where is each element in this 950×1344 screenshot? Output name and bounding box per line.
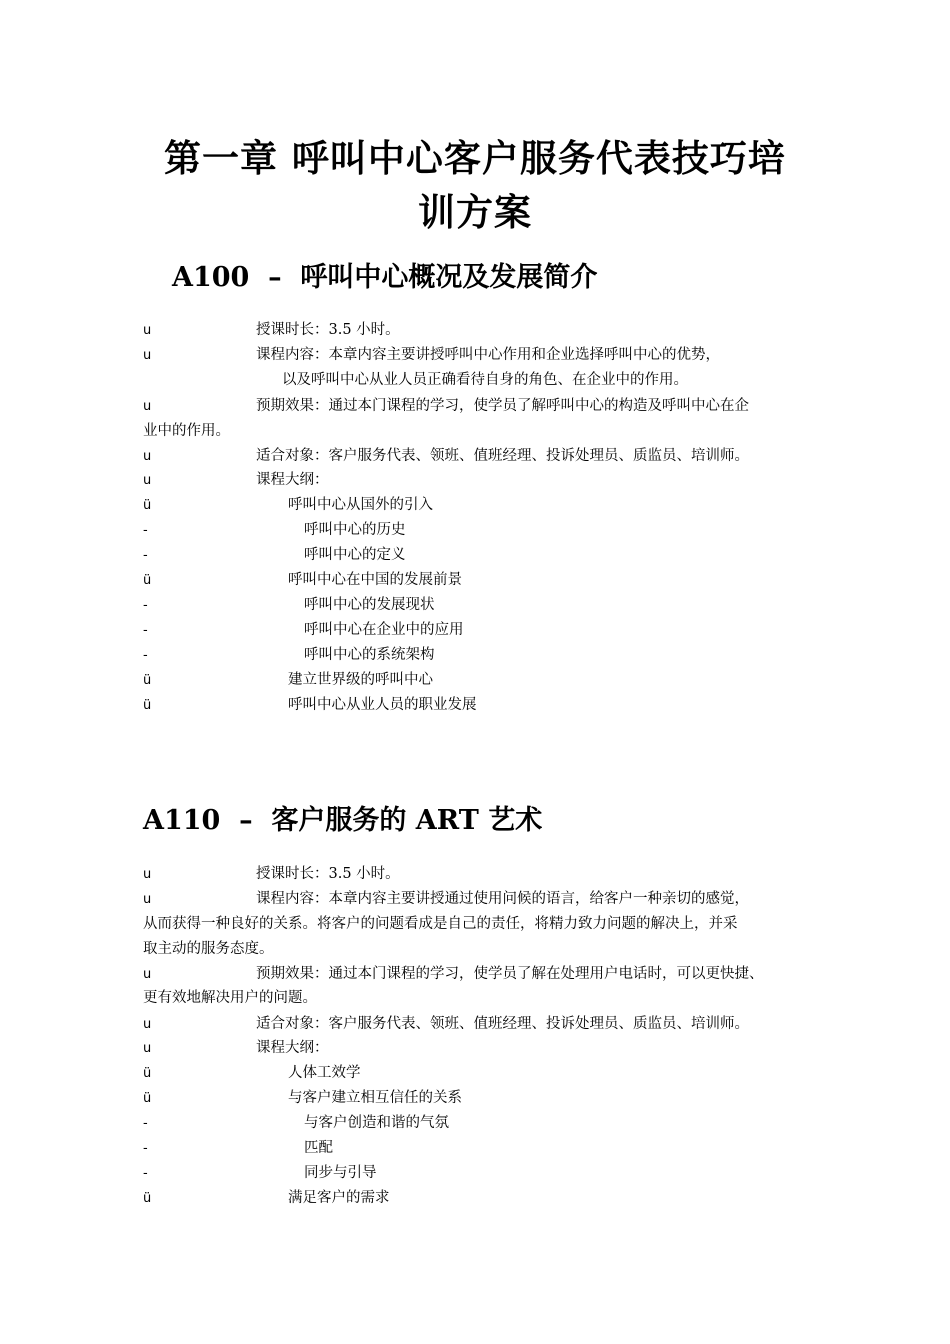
bullet-marker: ü [143, 1066, 152, 1081]
list-item [0, 343, 950, 368]
outline-subitem-text: 同步与引导 [304, 1165, 377, 1181]
bullet-marker: - [143, 598, 148, 613]
list-item-text: 适合对象：客户服务代表、领班、值班经理、投诉处理员、质监员、培训师。 [256, 1016, 749, 1032]
section-heading-a100: A100 – 呼叫中心概况及发展简介 [172, 262, 598, 293]
bullet-marker: - [143, 623, 148, 638]
bullet-marker: ü [143, 673, 152, 688]
bullet-marker: - [143, 548, 148, 563]
list-item [0, 1012, 950, 1037]
bullet-marker: u [143, 449, 152, 464]
outline-item [0, 693, 950, 718]
list-item-continuation [0, 937, 950, 962]
outline-subitem [0, 1161, 950, 1186]
list-item [0, 962, 950, 987]
outline-subitem-text: 匹配 [304, 1140, 333, 1156]
outline-subitem-text: 呼叫中心的系统架构 [304, 647, 435, 663]
outline-subitem [0, 518, 950, 543]
outline-subitem-text: 呼叫中心的定义 [304, 547, 406, 563]
list-item [0, 887, 950, 912]
chapter-title-line2: 训方案 [418, 190, 532, 234]
list-item-text: 课程内容：本章内容主要讲授呼叫中心作用和企业选择呼叫中心的优势， [256, 347, 720, 363]
outline-item [0, 668, 950, 693]
list-item-continuation [0, 368, 950, 393]
bullet-marker: ü [143, 1191, 152, 1206]
bullet-marker: u [143, 399, 152, 414]
outline-item [0, 1086, 950, 1111]
outline-item-text: 呼叫中心在中国的发展前景 [288, 572, 462, 588]
outline-item [0, 1186, 950, 1211]
bullet-marker: - [143, 1166, 148, 1181]
list-item-text: 授课时长：3.5 小时。 [256, 866, 400, 882]
outline-item-text: 人体工效学 [288, 1065, 361, 1081]
list-item [0, 394, 950, 419]
list-item-text: 课程大纲： [256, 472, 329, 488]
list-item [0, 444, 950, 469]
list-item-continuation [0, 912, 950, 937]
bullet-marker: - [143, 1141, 148, 1156]
outline-subitem-text: 呼叫中心的发展现状 [304, 597, 435, 613]
bullet-marker: u [143, 967, 152, 982]
outline-item [0, 1061, 950, 1086]
outline-subitem [0, 1136, 950, 1161]
outline-subitem [0, 618, 950, 643]
list-item [0, 468, 950, 493]
list-item [0, 318, 950, 343]
bullet-marker: u [143, 348, 152, 363]
bullet-marker: u [143, 1041, 152, 1056]
list-item-text: 从而获得一种良好的关系。将客户的问题看成是自己的责任，将精力致力问题的解决上，并采 [143, 916, 738, 932]
bullet-marker: u [143, 473, 152, 488]
list-item-text: 适合对象：客户服务代表、领班、值班经理、投诉处理员、质监员、培训师。 [256, 448, 749, 464]
list-item-text: 预期效果：通过本门课程的学习，使学员了解在处理用户电话时，可以更快捷、 [256, 966, 764, 982]
outline-item-text: 建立世界级的呼叫中心 [288, 672, 433, 688]
list-item-continuation [0, 986, 950, 1011]
outline-subitem [0, 593, 950, 618]
outline-subitem-text: 呼叫中心的历史 [304, 522, 406, 538]
outline-item [0, 493, 950, 518]
chapter-title-line1: 第一章 呼叫中心客户服务代表技巧培 [164, 136, 786, 180]
bullet-marker: ü [143, 1091, 152, 1106]
list-item-text: 授课时长：3.5 小时。 [256, 322, 400, 338]
bullet-marker: u [143, 892, 152, 907]
bullet-marker: ü [143, 498, 152, 513]
bullet-marker: - [143, 648, 148, 663]
outline-subitem [0, 1111, 950, 1136]
list-item-text: 业中的作用。 [143, 423, 230, 439]
list-item-text: 以及呼叫中心从业人员正确看待自身的角色、在企业中的作用。 [282, 372, 688, 388]
list-item-text: 课程内容：本章内容主要讲授通过使用问候的语言，给客户一种亲切的感觉， [256, 891, 749, 907]
list-item-text: 课程大纲： [256, 1040, 329, 1056]
list-item-continuation [0, 419, 950, 444]
outline-item-text: 呼叫中心从国外的引入 [288, 497, 433, 513]
bullet-marker: - [143, 1116, 148, 1131]
outline-item-text: 呼叫中心从业人员的职业发展 [288, 697, 477, 713]
bullet-marker: u [143, 323, 152, 338]
list-item-text: 预期效果：通过本门课程的学习，使学员了解呼叫中心的构造及呼叫中心在企 [256, 398, 749, 414]
outline-item-text: 与客户建立相互信任的关系 [288, 1090, 462, 1106]
outline-subitem [0, 643, 950, 668]
bullet-marker: ü [143, 573, 152, 588]
outline-item [0, 568, 950, 593]
list-item-text: 更有效地解决用户的问题。 [143, 990, 317, 1006]
outline-subitem-text: 与客户创造和谐的气氛 [304, 1115, 449, 1131]
list-item [0, 862, 950, 887]
outline-item-text: 满足客户的需求 [288, 1190, 390, 1206]
section-heading-a110: A110 – 客户服务的 ART 艺术 [143, 805, 543, 836]
bullet-marker: u [143, 867, 152, 882]
list-item [0, 1036, 950, 1061]
outline-subitem-text: 呼叫中心在企业中的应用 [304, 622, 464, 638]
list-item-text: 取主动的服务态度。 [143, 941, 274, 957]
outline-subitem [0, 543, 950, 568]
bullet-marker: - [143, 523, 148, 538]
bullet-marker: ü [143, 698, 152, 713]
bullet-marker: u [143, 1017, 152, 1032]
